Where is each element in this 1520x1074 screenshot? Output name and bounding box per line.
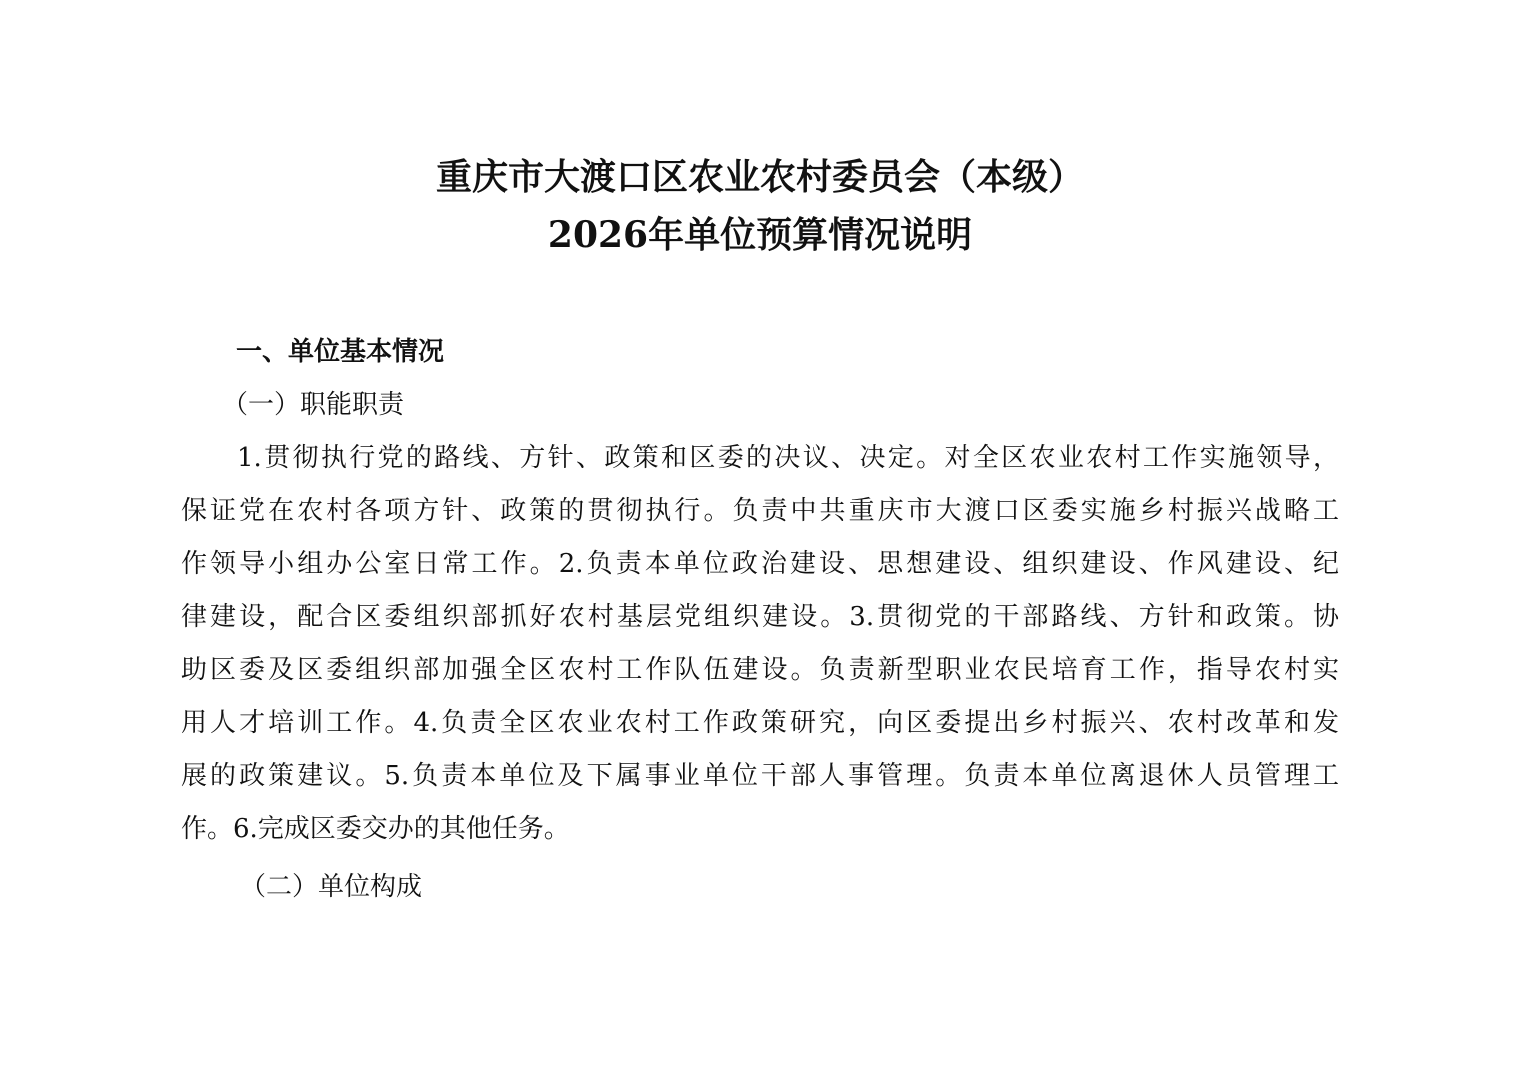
paragraph-line: 保证党在农村各项方针、政策的贯彻执行。负责中共重庆市大渡口区委实施乡村振兴战略工: [181, 496, 1339, 526]
paragraph-line: 展的政策建议。5.负责本单位及下属事业单位干部人事管理。负责本单位离退休人员管理工: [181, 761, 1339, 791]
paragraph-line: 作领导小组办公室日常工作。2.负责本单位政治建设、思想建设、组织建设、作风建设、纪: [181, 549, 1339, 579]
paragraph-line: 作。6.完成区委交办的其他任务。: [181, 814, 570, 844]
paragraph-line: 助区委及区委组织部加强全区农村工作队伍建设。负责新型职业农民培育工作，指导农村实: [181, 655, 1339, 685]
paragraph-line: 1.贯彻执行党的路线、方针、政策和区委的决议、决定。对全区农业农村工作实施领导，: [237, 443, 1339, 473]
duties-paragraph: [181, 440, 1339, 864]
document-title: [0, 148, 1520, 264]
paragraph-line: 用人才培训工作。4.负责全区农业农村工作政策研究，向区委提出乡村振兴、农村改革和发: [181, 708, 1339, 738]
subsection-heading-composition: （二）单位构成: [240, 872, 423, 902]
paragraph-line: 律建设，配合区委组织部抓好农村基层党组织建设。3.贯彻党的干部路线、方针和政策。协: [181, 602, 1339, 632]
section-heading-basic-info: 一、单位基本情况: [236, 337, 445, 367]
subsection-heading-duties: （一）职能职责: [222, 390, 405, 420]
title-line-1: 重庆市大渡口区农业农村委员会（本级）: [435, 156, 1084, 198]
title-line-2: 2026年单位预算情况说明: [547, 214, 973, 256]
